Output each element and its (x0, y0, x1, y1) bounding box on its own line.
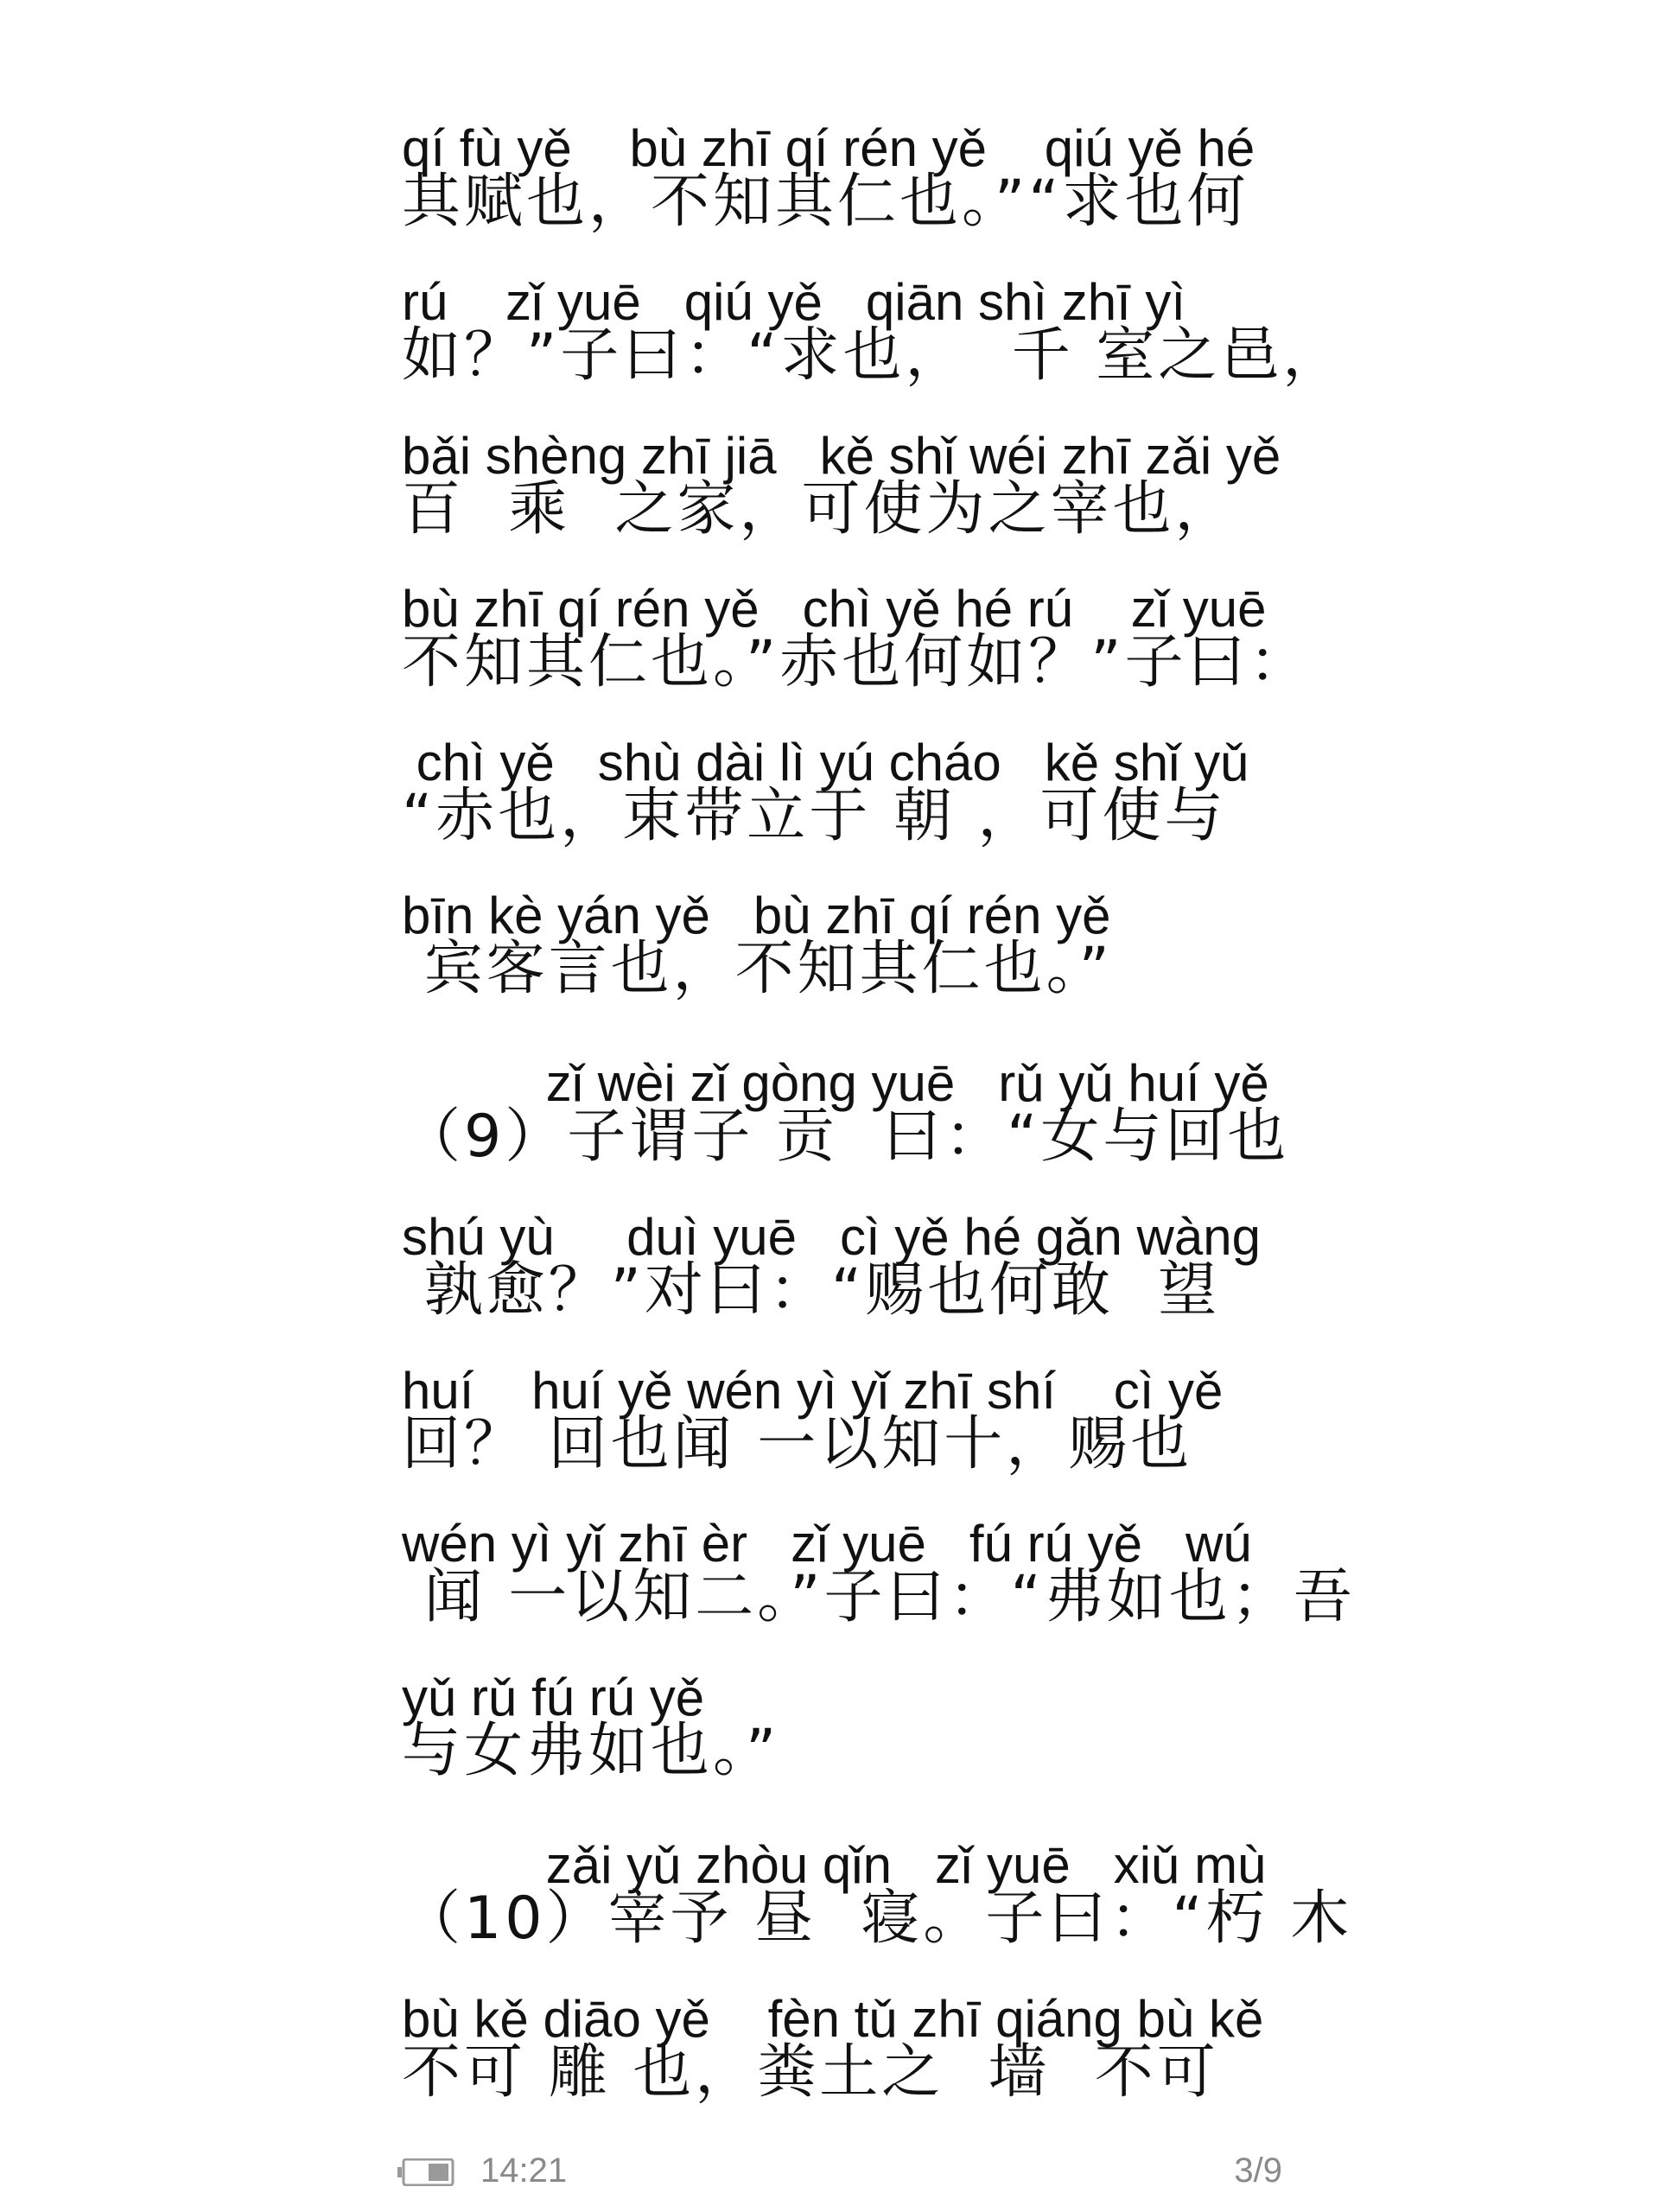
battery-icon (397, 2158, 454, 2186)
pinyin-line: bīn kè yán yě bù zhī qí rén yě (402, 887, 1111, 944)
hanzi-line: 如？”子曰：“求也， 千 室之邑， (402, 321, 1345, 390)
page-indicator: 3/9 (1234, 2152, 1282, 2190)
text-line (402, 1054, 1290, 1171)
text-line (402, 1515, 1356, 1631)
pinyin-line: zǎi yǔ zhòu qǐn zǐ yuē xiǔ mù (402, 1836, 1267, 1894)
hanzi-line: 百 乘 之家，可使为之宰也， (402, 475, 1237, 543)
pinyin-line: zǐ wèi zǐ gòng yuē rǔ yǔ huí yě (402, 1054, 1269, 1112)
hanzi-line: （9）子谓子 贡 曰：“女与回也 (402, 1103, 1290, 1171)
pinyin-line: qí fù yě bù zhī qí rén yě qiú yě hé (402, 119, 1255, 177)
text-line (402, 429, 1283, 541)
hanzi-line: 宾客言也，不知其仁也。” (402, 935, 1113, 1003)
pinyin-line: bù kě diāo yě fèn tǔ zhī qiáng bù kě (402, 1990, 1264, 2048)
text-line (402, 119, 1283, 236)
text-line (402, 1990, 1283, 2107)
pinyin-line: rú zǐ yuē qiú yě qiān shì zhī yì (402, 273, 1186, 331)
text-line (402, 1363, 1283, 1476)
status-footer (0, 2143, 1659, 2195)
hanzi-line: “赤也，束带立于 朝 ，可使与 (402, 782, 1227, 850)
hanzi-line: 闻 一以知二。”子曰：“弗如也；吾 (402, 1563, 1356, 1631)
text-line (402, 1670, 1283, 1783)
text-line (402, 1836, 1353, 1953)
hanzi-line: 其赋也，不知其仁也。”“求也何 (402, 168, 1249, 236)
hanzi-line: 孰愈？”对曰：“赐也何敢 望 (402, 1256, 1221, 1325)
text-line (402, 1208, 1283, 1325)
hanzi-line: （10）宰予 昼 寝。子曰：“朽 木 (402, 1885, 1353, 1953)
hanzi-line: 与女弗如也。” (402, 1717, 780, 1785)
pinyin-line: chì yě shù dài lì yú cháo kě shǐ yǔ (402, 734, 1249, 791)
pinyin-line: bǎi shèng zhī jiā kě shǐ wéi zhī zǎi yě (402, 427, 1281, 485)
text-line (402, 273, 1345, 390)
hanzi-line: 不可 雕 也，粪土之 墙 不可 (402, 2038, 1219, 2107)
pinyin-line: huí huí yě wén yì yǐ zhī shí cì yě (402, 1362, 1224, 1420)
pinyin-line: bù zhī qí rén yě chì yě hé rú zǐ yuē (402, 580, 1267, 638)
pinyin-line: wén yì yǐ zhī èr zǐ yuē fú rú yě wú (402, 1515, 1252, 1573)
text-line (402, 735, 1283, 848)
text-line (402, 580, 1312, 696)
text-line (402, 888, 1283, 1001)
pinyin-line: shú yù duì yuē cì yě hé gǎn wàng (402, 1208, 1261, 1266)
clock-time: 14:21 (480, 2152, 568, 2190)
hanzi-line: 回？ 回也闻 一以知十，赐也 (402, 1410, 1193, 1478)
pinyin-line: yǔ rǔ fú rú yě (402, 1669, 705, 1726)
hanzi-line: 不知其仁也。”赤也何如？”子曰： (402, 628, 1312, 696)
